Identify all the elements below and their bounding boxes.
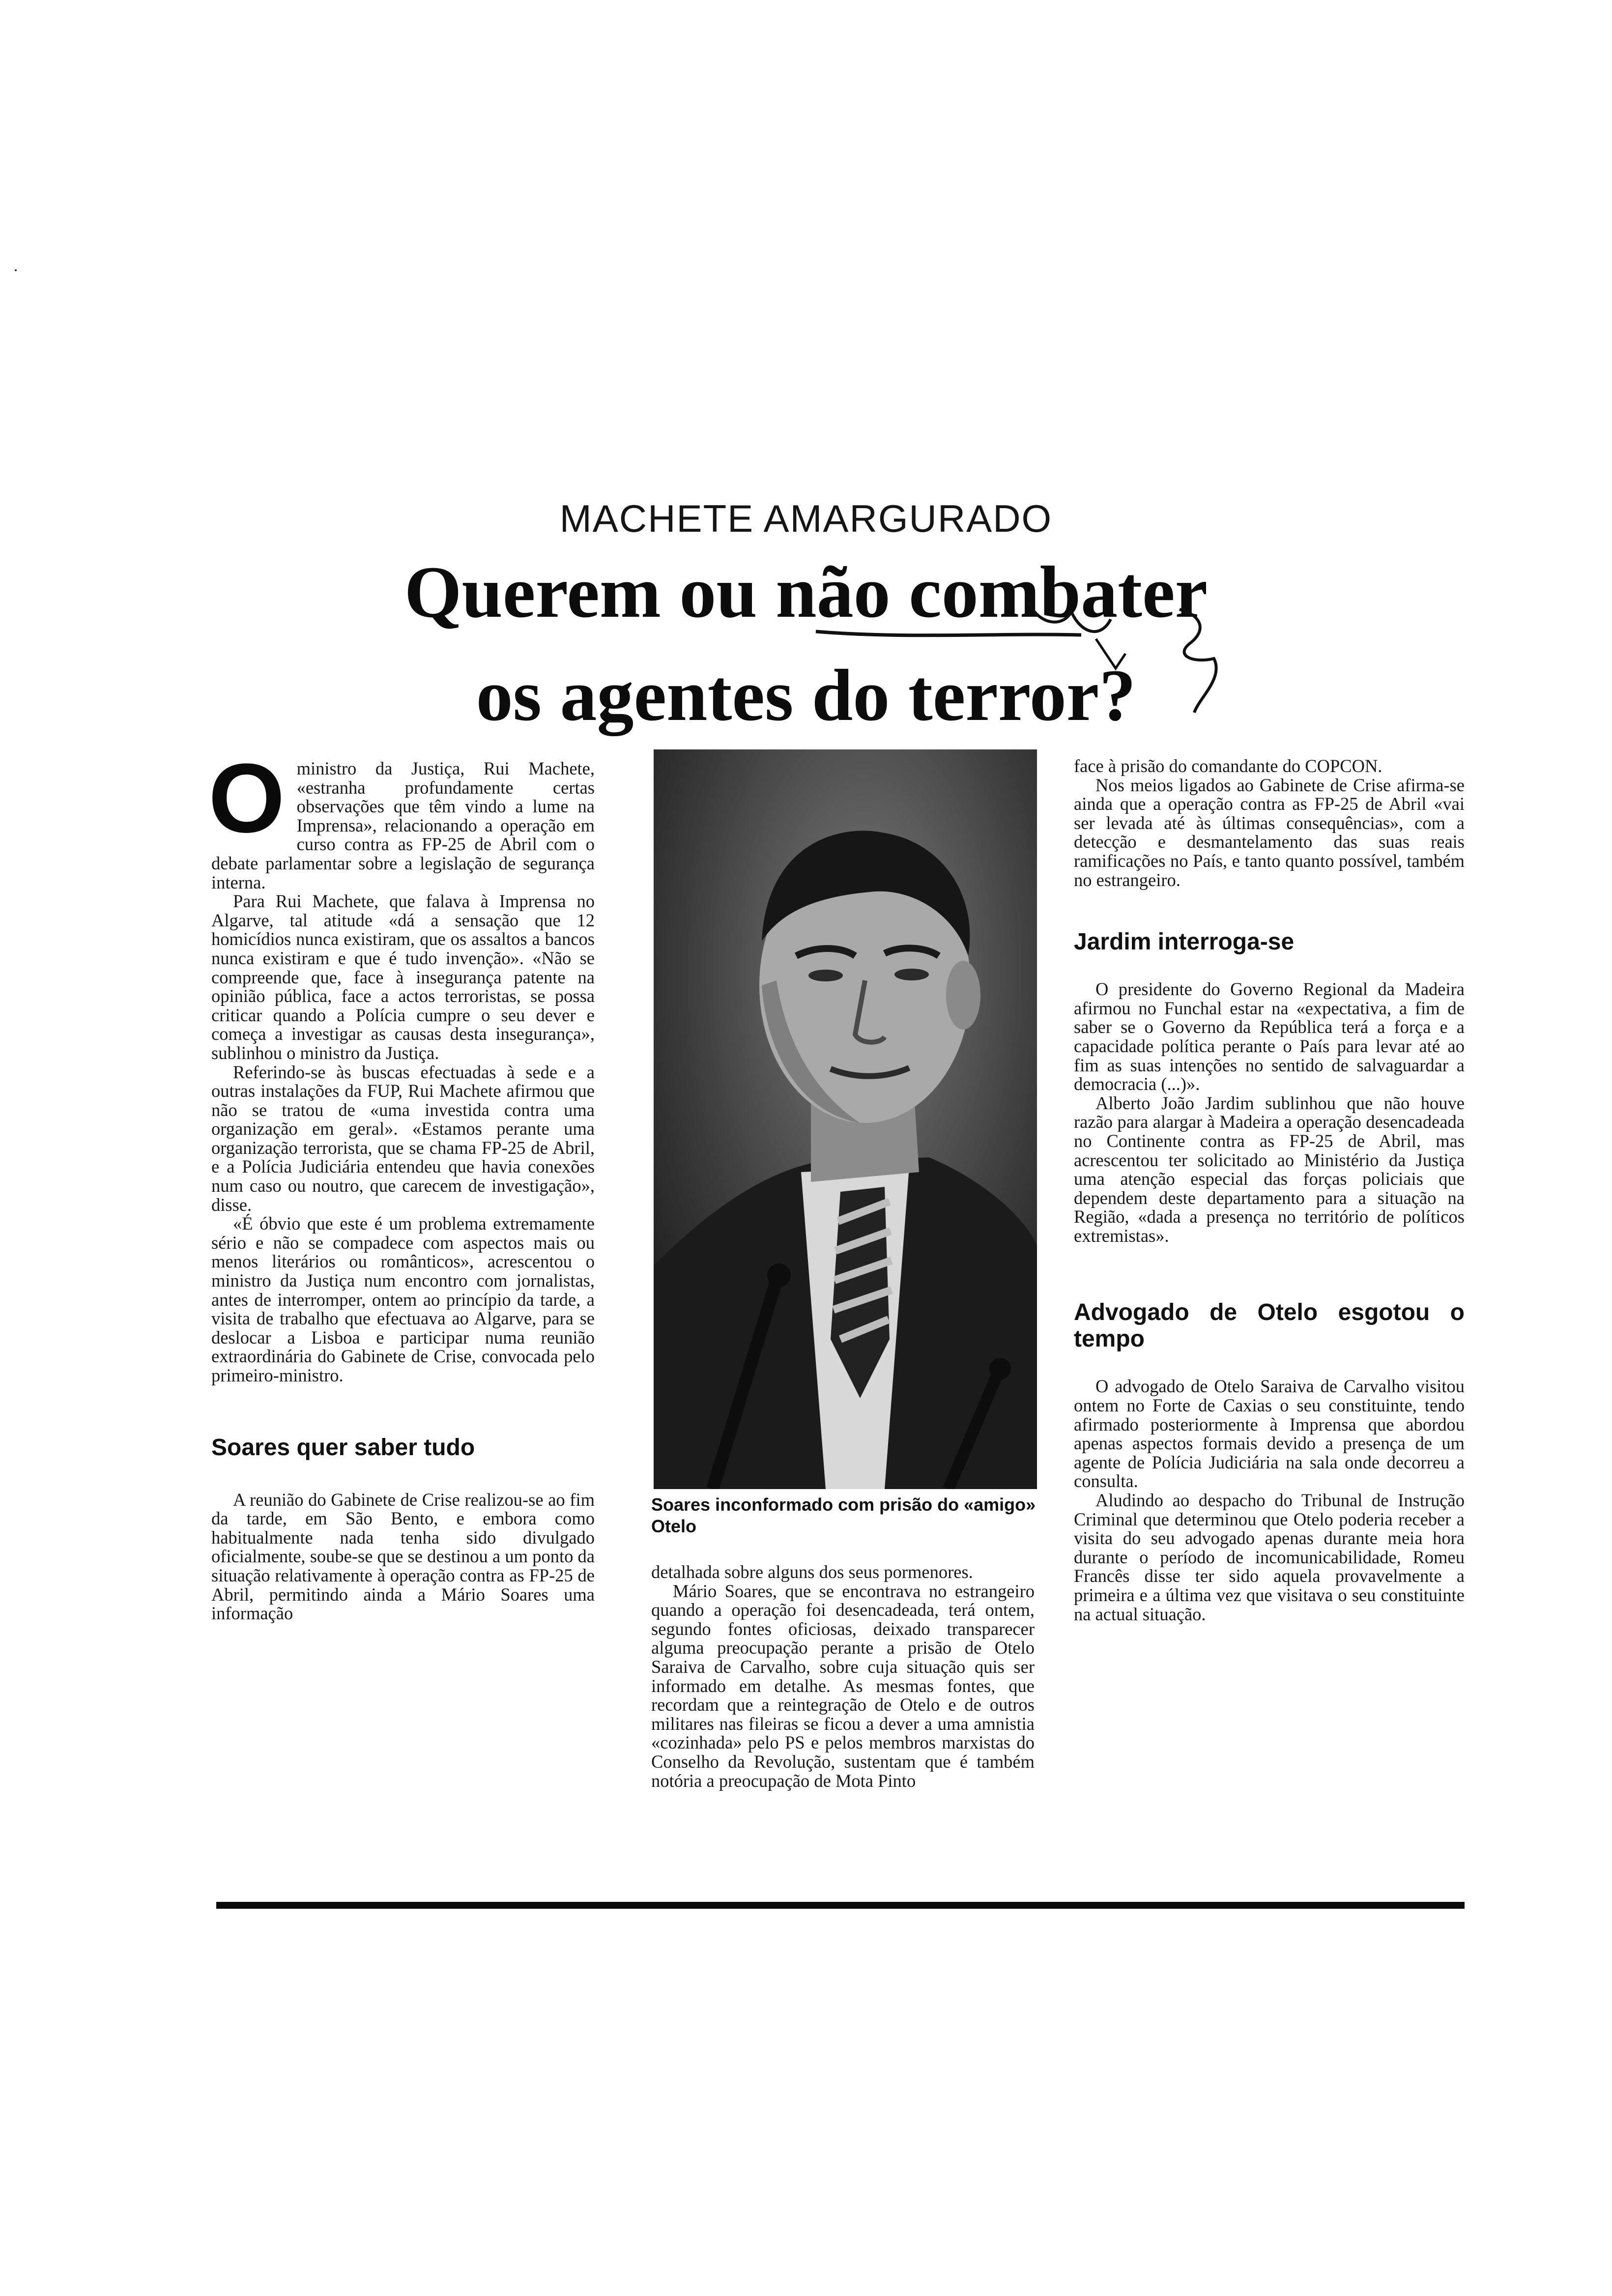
portrait-photo — [654, 749, 1037, 1489]
paragraph: ministro da Justiça, Rui Machete, «estranha profundamente certas observações que têm vindo a lume na Imprensa», relacionando a operação em curso contra as FP-25 de Abril com o debate parlamentar sobre a legislação de segurança interna. — [211, 758, 595, 892]
paragraph: Nos meios ligados ao Gabinete de Crise afirma-se ainda que a operação contra as FP-25 de Abril «vai ser levada até às últimas consequências», com a detecção e desmantelamento das suas reais ramificações no País, e tanto quanto possível, também no estrangeiro. — [1074, 775, 1465, 890]
subheading-advogado: Advogado de Otelo esgotou o tempo — [1074, 1299, 1465, 1352]
photo-caption: Soares inconformado com prisão do «amigo» Otelo — [651, 1494, 1036, 1536]
bottom-rule — [216, 1902, 1465, 1909]
article-column-2 — [651, 1563, 1035, 1790]
paragraph: O presidente do Governo Regional da Madeira afirmou no Funchal estar na «expectativa, a fim de saber se o Governo da República terá a força e a capacidade política perante o País para levar até ao fim as suas intenções no sentido de salvaguardar a democracia (...)». — [1074, 979, 1465, 1094]
paragraph: face à prisão do comandante do COPCON. — [1074, 756, 1382, 776]
drop-cap: O — [208, 744, 285, 853]
paragraph: Referindo-se às buscas efectuadas à sede e a outras instalações da FUP, Rui Machete afirmou que não se tratou de «uma investida contra uma organização em geral». «Estamos perante uma organização terrorista, que se chama FP-25 de Abril, e a Polícia Judiciária entendeu que havia conexões num caso ou noutro, que carecem de investigação», disse. — [211, 1062, 595, 1215]
paragraph: Aludindo ao despacho do Tribunal de Instrução Criminal que determinou que Otelo poderia receber a visita do seu advogado apenas durante meia hora durante o período de incomunicabilidade, Romeu Francês disse ter sido aquela provavelmente a primeira e a última vez que visitava o seu constituinte na actual situação. — [1074, 1490, 1465, 1624]
article-column-1 — [208, 744, 595, 1624]
subheading-jardim: Jardim interroga-se — [1074, 929, 1295, 955]
handwritten-scribble — [806, 565, 1248, 727]
headline-line-2: os agentes do terror? — [476, 655, 1136, 736]
headline-line-1: Querem ou não combater — [404, 551, 1208, 633]
paragraph: O advogado de Otelo Saraiva de Carvalho visitou ontem no Forte de Caxias o seu constituinte, tendo afirmado posteriormente à Imprensa que abordou apenas aspectos formais devido a presença de um agente de Polícia Judiciária na sala onde decorreu a consulta. — [1074, 1376, 1465, 1492]
paragraph: Alberto João Jardim sublinhou que não houve razão para alargar à Madeira a operação desencadeada no Continente contra as FP-25 de Abril, mas acrescentou ter solicitado ao Ministério da Justiça uma atenção especial das forças policiais que dependem deste departamento para a situação na Região, «dada a presença no território de políticos extremistas». — [1074, 1092, 1465, 1246]
paragraph: «É óbvio que este é um problema extremamente sério e não se compadece com aspectos mais ou menos literários ou românticos», acrescentou o ministro da Justiça num encontro com jornalistas, antes de interromper, ontem ao princípio da tarde, a visita de trabalho que efectuava ao Algarve, para se deslocar a Lisboa e participar numa reunião extraordinária do Gabinete de Crise, convocada pelo primeiro-ministro. — [211, 1213, 595, 1385]
paragraph: A reunião do Gabinete de Crise realizou-se ao fim da tarde, em São Bento, e embora como habitualmente nada tenha sido divulgado oficialmente, soube-se que se destinou a um ponto da situação relativamente à operação contra as FP-25 de Abril, permitindo ainda a Mário Soares uma informação — [211, 1489, 595, 1624]
paragraph: Mário Soares, que se encontrava no estrangeiro quando a operação foi desencadeada, terá ontem, segundo fontes oficiosas, deixado transparecer alguma preocupação perante a prisão de Otelo Saraiva de Carvalho, sobre cuja situação quis ser informado em detalhe. As mesmas fontes, que recordam que a reintegração de Otelo e de outros militares nas fileiras se ficou a dever a uma amnistia «cozinhada» pelo PS e pelos membros marxistas do Conselho da Revolução, sustentam que é também notória a preocupação de Mota Pinto — [651, 1580, 1035, 1791]
scan-speck — [15, 269, 17, 271]
paragraph: detalhada sobre alguns dos seus pormenores. — [651, 1562, 973, 1582]
subheading-soares: Soares quer saber tudo — [211, 1434, 475, 1461]
paragraph: Para Rui Machete, que falava à Imprensa no Algarve, tal atitude «dá a sensação que 12 homicídios nunca existiram, que os assaltos a bancos nunca existiram e que é tudo invenção». «Não se compreende que, face à insegurança patente na opinião pública, face a actos terroristas, se possa criticar quando a Polícia cumpre o seu dever e começa a investigar as causas desta insegurança», sublinhou o ministro da Justiça. — [211, 891, 595, 1063]
article-column-3 — [1074, 757, 1465, 1624]
kicker: MACHETE AMARGURADO — [559, 497, 1053, 540]
